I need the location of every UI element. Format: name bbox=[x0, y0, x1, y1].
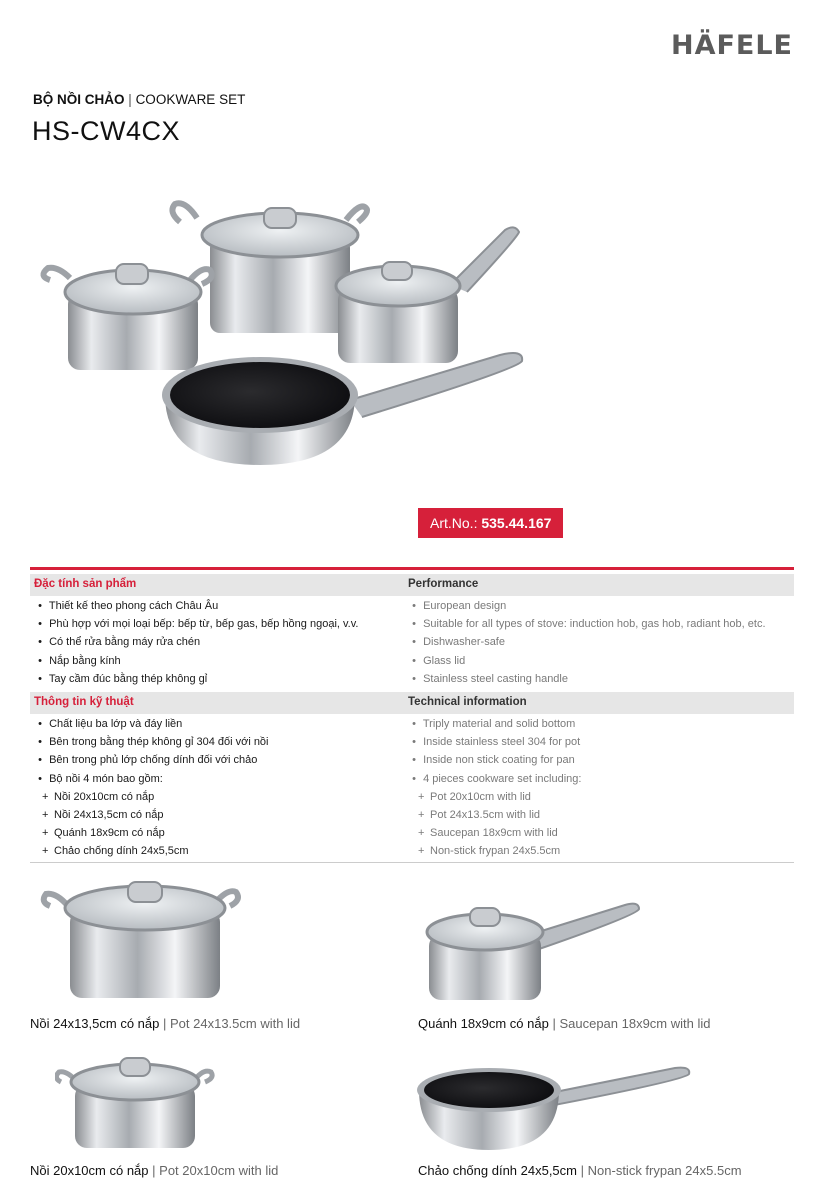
saucepan-caption: Quánh 18x9cm có nắp | Saucepan 18x9cm with lid bbox=[418, 1016, 711, 1031]
performance-row: • Có thể rửa bằng máy rửa chén • Dishwasher-safe bbox=[38, 636, 505, 649]
technical-vi: Nồi 20x10cm có nắp bbox=[54, 790, 155, 803]
performance-row: • Thiết kế theo phong cách Châu Âu • European design bbox=[38, 600, 507, 612]
performance-en: Dishwasher-safe bbox=[423, 636, 505, 649]
frypan-image bbox=[415, 1060, 705, 1155]
technical-vi: Bộ nồi 4 món bao gồm: bbox=[49, 772, 163, 785]
cookware-set-image bbox=[30, 200, 550, 480]
pot-24-caption: Nồi 24x13,5cm có nắp | Pot 24x13.5cm with lid bbox=[30, 1016, 301, 1031]
performance-row: • Tay cầm đúc bằng thép không gỉ • Stainless steel casting handle bbox=[38, 672, 568, 685]
technical-subrow: + Quánh 18x9cm có nắp + Saucepan 18x9cm with lid bbox=[42, 827, 558, 840]
technical-en: Saucepan 18x9cm with lid bbox=[430, 827, 558, 840]
art-no-label: Art.No.: bbox=[430, 515, 478, 531]
technical-row: • Bên trong bằng thép không gỉ 304 đối với nồi • Inside stainless steel 304 for pot bbox=[38, 736, 581, 749]
performance-header bbox=[30, 574, 794, 596]
performance-header-vi: Đặc tính sản phẩm bbox=[34, 578, 137, 590]
technical-row: • Bộ nồi 4 món bao gồm: • 4 pieces cookware set including: bbox=[38, 772, 582, 785]
performance-vi: Nắp bằng kính bbox=[49, 654, 121, 667]
pot-20-en: Pot 20x10cm with lid bbox=[159, 1163, 279, 1178]
category-en: COOKWARE SET bbox=[135, 92, 246, 107]
saucepan-vi: Quánh 18x9cm có nắp bbox=[418, 1016, 549, 1031]
model-number: HS-CW4CX bbox=[32, 116, 181, 146]
technical-subrow: + Chảo chống dính 24x5,5cm + Non-stick frypan 24x5.5cm bbox=[42, 845, 561, 858]
technical-subrow: + Nồi 24x13,5cm có nắp + Pot 24x13.5cm with lid bbox=[42, 808, 541, 821]
pot-24-image bbox=[40, 876, 250, 1001]
pot-20-image bbox=[55, 1050, 215, 1150]
performance-header-en: Performance bbox=[408, 578, 479, 590]
technical-header-en: Technical information bbox=[408, 696, 527, 708]
performance-en: Stainless steel casting handle bbox=[423, 672, 568, 685]
technical-vi: Nồi 24x13,5cm có nắp bbox=[54, 808, 164, 821]
pot-24-vi: Nồi 24x13,5cm có nắp bbox=[30, 1016, 160, 1031]
saucepan-en: Saucepan 18x9cm with lid bbox=[559, 1016, 711, 1031]
red-divider bbox=[30, 567, 794, 570]
pot-20-caption: Nồi 20x10cm có nắp | Pot 20x10cm with lid bbox=[30, 1163, 279, 1178]
performance-vi: Phù hợp với mọi loại bếp: bếp từ, bếp gas, bếp hồng ngoại, v.v. bbox=[49, 618, 359, 631]
category-separator: | bbox=[128, 92, 132, 107]
pot-20-vi: Nồi 20x10cm có nắp bbox=[30, 1163, 149, 1178]
performance-vi: Thiết kế theo phong cách Châu Âu bbox=[48, 600, 219, 612]
technical-header-vi: Thông tin kỹ thuật bbox=[34, 696, 134, 708]
technical-vi: Bên trong phủ lớp chống dính đối với chảo bbox=[49, 754, 258, 767]
technical-header bbox=[30, 692, 794, 714]
technical-en: 4 pieces cookware set including: bbox=[423, 772, 582, 785]
category-vi: BỘ NỒI CHẢO bbox=[33, 92, 125, 107]
saucepan-image bbox=[425, 898, 645, 1003]
technical-en: Triply material and solid bottom bbox=[422, 718, 576, 730]
technical-en: Non-stick frypan 24x5.5cm bbox=[430, 845, 561, 858]
performance-vi: Tay cầm đúc bằng thép không gỉ bbox=[48, 672, 208, 685]
technical-en: Inside stainless steel 304 for pot bbox=[423, 736, 581, 749]
performance-en: Suitable for all types of stove: induction hob, gas hob, radiant hob, etc. bbox=[423, 618, 766, 631]
performance-vi: Có thể rửa bằng máy rửa chén bbox=[49, 636, 201, 649]
performance-row: • Phù hợp với mọi loại bếp: bếp từ, bếp gas, bếp hồng ngoại, v.v. • Suitable for all types of stove: induction hob, gas hob, radiant hob, etc. bbox=[38, 618, 766, 631]
frypan-caption: Chảo chống dính 24x5,5cm | Non-stick frypan 24x5.5cm bbox=[418, 1163, 742, 1178]
category-title bbox=[33, 92, 245, 107]
pot-24-en: Pot 24x13.5cm with lid bbox=[170, 1016, 301, 1031]
art-no-value: 535.44.167 bbox=[481, 515, 552, 531]
bottom-divider bbox=[30, 862, 794, 863]
technical-row: • Bên trong phủ lớp chống dính đối với chảo • Inside non stick coating for pan bbox=[38, 754, 575, 767]
technical-subrow: + Nồi 20x10cm có nắp + Pot 20x10cm with lid bbox=[42, 790, 531, 803]
art-no-badge bbox=[418, 508, 563, 538]
performance-en: European design bbox=[423, 600, 507, 612]
technical-en: Pot 24x13.5cm with lid bbox=[430, 808, 541, 821]
performance-row: • Nắp bằng kính • Glass lid bbox=[38, 654, 466, 667]
frypan-en: Non-stick frypan 24x5.5cm bbox=[587, 1163, 742, 1178]
technical-vi: Chảo chống dính 24x5,5cm bbox=[54, 845, 189, 858]
technical-vi: Chất liệu ba lớp và đáy liền bbox=[49, 718, 183, 730]
frypan-vi: Chảo chống dính 24x5,5cm bbox=[418, 1163, 577, 1178]
performance-en: Glass lid bbox=[423, 654, 466, 667]
technical-vi: Quánh 18x9cm có nắp bbox=[54, 827, 165, 840]
technical-row: • Chất liệu ba lớp và đáy liền • Triply material and solid bottom bbox=[38, 718, 576, 730]
hafele-logo: HÄFELE bbox=[670, 30, 793, 61]
technical-en: Pot 20x10cm with lid bbox=[430, 790, 531, 803]
technical-vi: Bên trong bằng thép không gỉ 304 đối với nồi bbox=[49, 736, 269, 749]
technical-en: Inside non stick coating for pan bbox=[423, 754, 575, 767]
